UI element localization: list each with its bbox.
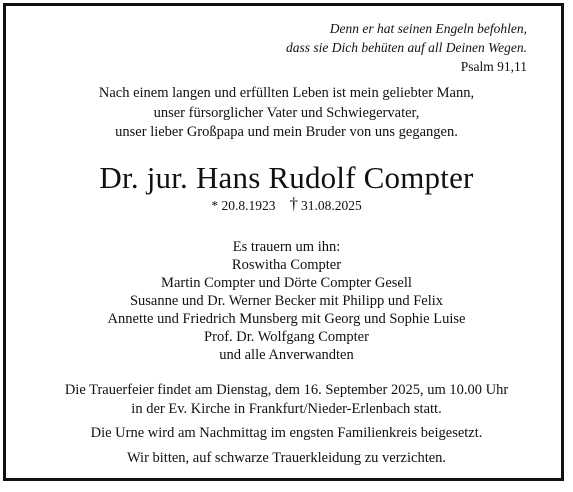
bible-verse: [286, 19, 527, 76]
death-date: 31.08.2025: [300, 198, 362, 213]
mourner-line: Annette und Friedrich Munsberg mit Georg und Sophie Luise: [107, 311, 466, 327]
intro-line: unser fürsorglicher Vater und Schwiegervater,: [153, 104, 420, 121]
mourner-line: Susanne und Dr. Werner Becker mit Philipp und Felix: [129, 293, 444, 309]
mourner-line: Roswitha Compter: [231, 257, 342, 273]
funeral-info: [0, 381, 573, 418]
mourners-list: [0, 238, 573, 364]
life-dates: [0, 196, 573, 216]
mourner-line: und alle Anverwandten: [219, 347, 354, 363]
intro-text: [0, 84, 573, 143]
mourner-line: Prof. Dr. Wolfgang Compter: [204, 329, 369, 345]
dress-code-info: Wir bitten, auf schwarze Trauerkleidung zu verzichten.: [126, 449, 447, 466]
deceased-name: Dr. jur. Hans Rudolf Compter: [99, 160, 474, 195]
intro-line: unser lieber Großpapa und mein Bruder von uns gegangen.: [115, 124, 458, 140]
cross-icon: †: [289, 194, 298, 213]
urn-info: Die Urne wird am Nachmittag im engsten Familienkreis beigesetzt.: [90, 425, 483, 441]
verse-reference: Psalm 91,11: [460, 59, 527, 74]
verse-line-2: dass sie Dich behüten auf all Deinen Wegen.: [286, 40, 527, 55]
funeral-info-line: in der Ev. Kirche in Frankfurt/Nieder-Erlenbach statt.: [131, 400, 442, 417]
birth-date: * 20.8.1923: [211, 198, 276, 213]
mourners-heading: Es trauern um ihn:: [232, 239, 341, 255]
mourner-line: Martin Compter und Dörte Compter Gesell: [161, 275, 412, 291]
funeral-info-line: Die Trauerfeier findet am Dienstag, dem 16. September 2025, um 10.00 Uhr: [64, 382, 509, 398]
intro-line: Nach einem langen und erfüllten Leben ist mein geliebter Mann,: [98, 85, 475, 101]
funeral-notices: [0, 381, 573, 473]
verse-line-1: Denn er hat seinen Engeln befohlen,: [329, 21, 527, 36]
